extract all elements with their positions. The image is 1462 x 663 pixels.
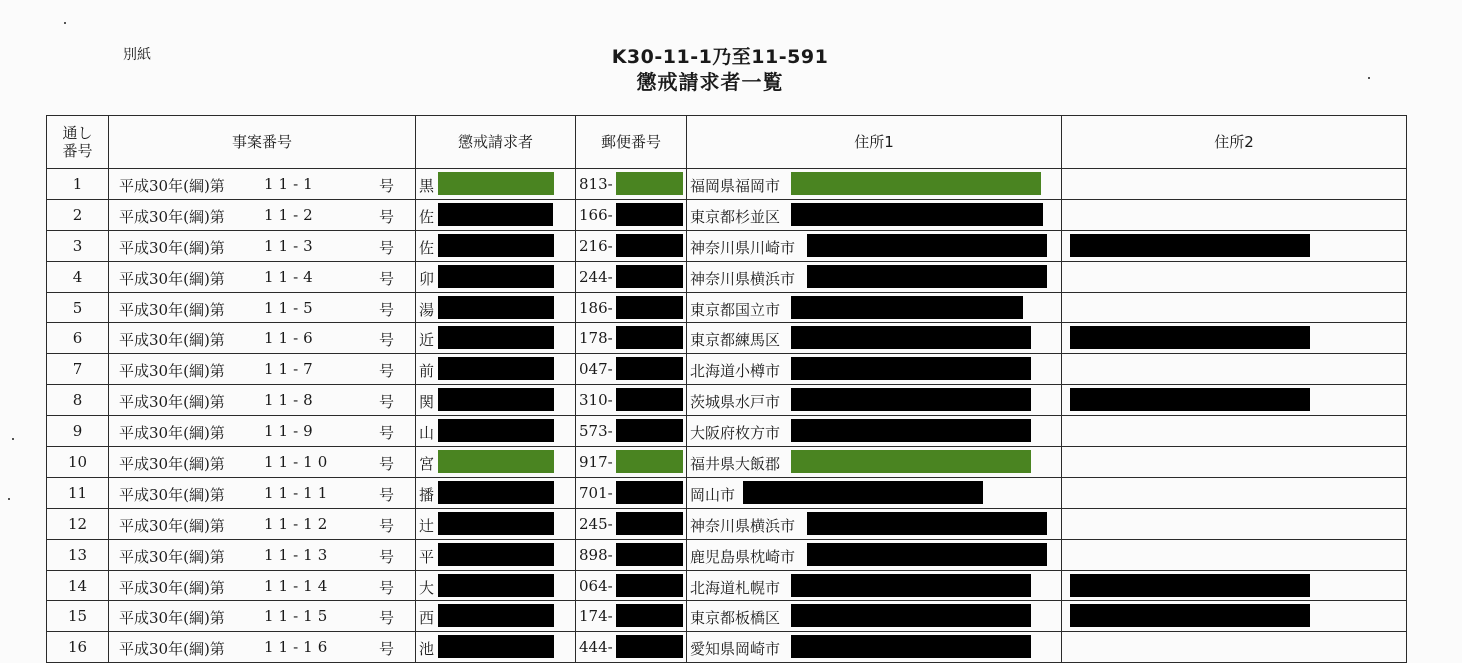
redaction-mask — [743, 481, 983, 504]
case-go: 号 — [379, 393, 395, 412]
case-era: 平成30年(綱)第 — [119, 393, 225, 412]
address2-cell — [1062, 354, 1407, 385]
postal-code-prefix: 444- — [579, 638, 613, 657]
serial-number: 7 — [47, 354, 109, 385]
case-go: 号 — [379, 424, 395, 443]
requester-cell — [416, 292, 576, 323]
table-row — [47, 385, 1407, 416]
requester-cell — [416, 508, 576, 539]
address2-cell — [1062, 447, 1407, 478]
postal-code-prefix: 701- — [579, 483, 613, 502]
case-num: 11-5 — [264, 298, 318, 317]
postal-code-cell — [576, 292, 687, 323]
postal-code-cell — [576, 601, 687, 632]
address1-cell — [687, 261, 1062, 292]
serial-number: 1 — [47, 169, 109, 200]
address2-cell — [1062, 261, 1407, 292]
scan-speck — [8, 498, 10, 500]
case-num: 11-11 — [264, 483, 333, 502]
table-header-row — [47, 116, 1407, 169]
redaction-mask — [438, 635, 554, 658]
case-go: 号 — [379, 362, 395, 381]
postal-code-prefix: 178- — [579, 329, 613, 348]
serial-number: 15 — [47, 601, 109, 632]
case-era: 平成30年(綱)第 — [119, 578, 225, 597]
serial-number: 8 — [47, 385, 109, 416]
postal-code-cell — [576, 199, 687, 230]
scan-speck — [64, 22, 66, 24]
document-code: K30-11-1乃至11-591 — [611, 46, 829, 68]
postal-code-prefix: 174- — [579, 607, 613, 626]
address1-prefix: 東京都板橋区 — [690, 609, 781, 628]
postal-code-prefix: 573- — [579, 422, 613, 441]
postal-code-cell — [576, 570, 687, 601]
address1-cell — [687, 508, 1062, 539]
redaction-mask — [616, 574, 683, 597]
table-row — [47, 354, 1407, 385]
table-row — [47, 539, 1407, 570]
case-go: 号 — [379, 331, 395, 350]
address1-prefix: 北海道小樽市 — [690, 362, 781, 381]
redaction-mask — [438, 357, 554, 380]
case-era: 平成30年(綱)第 — [119, 300, 225, 319]
address1-prefix: 東京都練馬区 — [690, 331, 781, 350]
serial-number: 16 — [47, 632, 109, 663]
case-number-cell — [109, 570, 416, 601]
address1-prefix: 神奈川県横浜市 — [690, 516, 796, 535]
case-era: 平成30年(綱)第 — [119, 516, 225, 535]
case-go: 号 — [379, 455, 395, 474]
serial-number: 3 — [47, 230, 109, 261]
postal-code-prefix: 166- — [579, 205, 613, 224]
redaction-mask — [791, 326, 1031, 349]
redaction-mask — [616, 604, 683, 627]
requester-initial: 平 — [419, 547, 435, 566]
requester-initial: 西 — [419, 609, 435, 628]
case-go: 号 — [379, 238, 395, 257]
case-go: 号 — [379, 300, 395, 319]
postal-code-cell — [576, 354, 687, 385]
case-num: 11-7 — [264, 360, 318, 379]
case-era: 平成30年(綱)第 — [119, 547, 225, 566]
address2-cell — [1062, 199, 1407, 230]
redaction-mask — [807, 543, 1047, 566]
address1-cell — [687, 447, 1062, 478]
case-number-cell — [109, 230, 416, 261]
redaction-mask — [438, 450, 554, 473]
case-era: 平成30年(綱)第 — [119, 455, 225, 474]
redaction-mask — [616, 388, 683, 411]
case-num: 11-2 — [264, 205, 318, 224]
case-num: 11-14 — [264, 576, 333, 595]
requester-cell — [416, 416, 576, 447]
requester-initial: 宮 — [419, 455, 435, 474]
redaction-mask — [438, 419, 554, 442]
address1-cell — [687, 292, 1062, 323]
postal-code-cell — [576, 632, 687, 663]
requester-initial: 佐 — [419, 207, 435, 226]
serial-number: 4 — [47, 261, 109, 292]
case-era: 平成30年(綱)第 — [119, 424, 225, 443]
requester-initial: 播 — [419, 485, 435, 504]
case-go: 号 — [379, 269, 395, 288]
address1-prefix: 大阪府枚方市 — [690, 424, 781, 443]
address2-cell — [1062, 601, 1407, 632]
serial-number: 5 — [47, 292, 109, 323]
postal-code-prefix: 244- — [579, 267, 613, 286]
case-go: 号 — [379, 516, 395, 535]
redaction-mask — [791, 172, 1041, 195]
redaction-mask — [791, 388, 1031, 411]
redaction-mask — [791, 574, 1031, 597]
case-era: 平成30年(綱)第 — [119, 331, 225, 350]
redaction-mask — [438, 265, 554, 288]
case-number-cell — [109, 385, 416, 416]
redaction-mask — [807, 512, 1047, 535]
redaction-mask — [616, 172, 683, 195]
requester-cell — [416, 601, 576, 632]
case-number-cell — [109, 323, 416, 354]
header-requester: 懲戒請求者 — [416, 116, 576, 169]
address2-cell — [1062, 539, 1407, 570]
requester-initial: 辻 — [419, 516, 435, 535]
address1-prefix: 福井県大飯郡 — [690, 455, 781, 474]
address2-cell — [1062, 508, 1407, 539]
case-number-cell — [109, 508, 416, 539]
postal-code-prefix: 047- — [579, 360, 613, 379]
postal-code-cell — [576, 169, 687, 200]
requester-initial: 近 — [419, 331, 435, 350]
case-era: 平成30年(綱)第 — [119, 177, 225, 195]
redaction-mask — [438, 604, 554, 627]
redaction-mask — [791, 635, 1031, 658]
serial-number: 12 — [47, 508, 109, 539]
redaction-mask — [807, 234, 1047, 257]
requester-initial: 前 — [419, 362, 435, 381]
case-num: 11-3 — [264, 236, 318, 255]
requester-cell — [416, 477, 576, 508]
header-address2: 住所2 — [1062, 116, 1407, 169]
case-num: 11-9 — [264, 422, 318, 441]
redaction-mask — [438, 172, 554, 195]
case-era: 平成30年(綱)第 — [119, 269, 225, 288]
requester-initial: 黒 — [419, 177, 435, 195]
requester-initial: 湯 — [419, 300, 435, 319]
case-number-cell — [109, 354, 416, 385]
address2-cell — [1062, 323, 1407, 354]
requester-cell — [416, 632, 576, 663]
case-go: 号 — [379, 609, 395, 628]
scan-speck — [1368, 77, 1370, 79]
serial-number: 11 — [47, 477, 109, 508]
address2-cell — [1062, 570, 1407, 601]
postal-code-cell — [576, 385, 687, 416]
redaction-mask — [438, 203, 553, 226]
postal-code-cell — [576, 508, 687, 539]
requester-cell — [416, 199, 576, 230]
postal-code-cell — [576, 323, 687, 354]
case-era: 平成30年(綱)第 — [119, 207, 225, 226]
requester-initial: 関 — [419, 393, 435, 412]
case-go: 号 — [379, 547, 395, 566]
case-go: 号 — [379, 640, 395, 659]
case-num: 11-8 — [264, 391, 318, 410]
postal-code-cell — [576, 261, 687, 292]
redaction-mask — [616, 326, 683, 349]
address1-prefix: 神奈川県川崎市 — [690, 238, 796, 257]
redaction-mask — [616, 419, 683, 442]
address2-cell — [1062, 292, 1407, 323]
case-num: 11-15 — [264, 607, 333, 626]
address1-cell — [687, 601, 1062, 632]
table-row — [47, 230, 1407, 261]
redaction-mask — [616, 543, 683, 566]
redaction-mask — [616, 450, 683, 473]
case-number-cell — [109, 601, 416, 632]
requester-initial: 池 — [419, 640, 435, 659]
redaction-mask — [438, 234, 554, 257]
address1-cell — [687, 570, 1062, 601]
address2-cell — [1062, 169, 1407, 200]
redaction-mask — [616, 512, 683, 535]
header-postal-code: 郵便番号 — [576, 116, 687, 169]
address1-prefix: 岡山市 — [690, 485, 736, 504]
redaction-mask — [616, 357, 683, 380]
postal-code-prefix: 216- — [579, 236, 613, 255]
address1-prefix: 茨城県水戸市 — [690, 393, 781, 412]
requester-cell — [416, 447, 576, 478]
redaction-mask — [438, 296, 554, 319]
address2-cell — [1062, 632, 1407, 663]
postal-code-prefix: 813- — [579, 175, 613, 193]
postal-code-prefix: 898- — [579, 545, 613, 564]
address1-cell — [687, 385, 1062, 416]
case-number-cell — [109, 416, 416, 447]
table-row — [47, 169, 1407, 200]
serial-number: 2 — [47, 199, 109, 230]
requester-initial: 山 — [419, 424, 435, 443]
case-number-cell — [109, 199, 416, 230]
address1-prefix: 鹿児島県枕崎市 — [690, 547, 796, 566]
redaction-mask — [438, 388, 554, 411]
requester-cell — [416, 323, 576, 354]
case-number-cell — [109, 169, 416, 200]
requester-cell — [416, 230, 576, 261]
address1-prefix: 愛知県岡崎市 — [690, 640, 781, 659]
redaction-mask — [438, 574, 554, 597]
case-number-cell — [109, 632, 416, 663]
case-era: 平成30年(綱)第 — [119, 485, 225, 504]
table-row — [47, 199, 1407, 230]
address1-cell — [687, 230, 1062, 261]
requester-initial: 大 — [419, 578, 435, 597]
case-num: 11-16 — [264, 638, 333, 657]
postal-code-prefix: 064- — [579, 576, 613, 595]
address1-cell — [687, 199, 1062, 230]
redaction-mask — [791, 450, 1031, 473]
case-number-cell — [109, 539, 416, 570]
postal-code-prefix: 186- — [579, 298, 613, 317]
case-number-cell — [109, 261, 416, 292]
redaction-mask — [791, 203, 1043, 226]
case-num: 11-4 — [264, 267, 318, 286]
case-num: 11-1 — [264, 175, 318, 193]
table-row — [47, 601, 1407, 632]
table-row — [47, 508, 1407, 539]
case-era: 平成30年(綱)第 — [119, 238, 225, 257]
serial-number: 13 — [47, 539, 109, 570]
redaction-mask — [1070, 604, 1310, 627]
header-serial: 通し 番号 — [47, 116, 109, 169]
postal-code-cell — [576, 539, 687, 570]
requester-cell — [416, 570, 576, 601]
table-row — [47, 416, 1407, 447]
redaction-mask — [791, 419, 1031, 442]
redaction-mask — [616, 203, 683, 226]
case-go: 号 — [379, 177, 395, 195]
redaction-mask — [791, 604, 1031, 627]
table-row — [47, 261, 1407, 292]
table-row — [47, 570, 1407, 601]
serial-number: 14 — [47, 570, 109, 601]
address1-cell — [687, 632, 1062, 663]
address1-cell — [687, 477, 1062, 508]
case-go: 号 — [379, 207, 395, 226]
address1-prefix: 北海道札幌市 — [690, 578, 781, 597]
redaction-mask — [1070, 234, 1310, 257]
redaction-mask — [807, 265, 1047, 288]
serial-number: 6 — [47, 323, 109, 354]
address1-cell — [687, 416, 1062, 447]
address2-cell — [1062, 385, 1407, 416]
serial-number: 10 — [47, 447, 109, 478]
redaction-mask — [616, 234, 683, 257]
postal-code-cell — [576, 416, 687, 447]
table-row — [47, 292, 1407, 323]
postal-code-cell — [576, 447, 687, 478]
address1-cell — [687, 169, 1062, 200]
redaction-mask — [616, 481, 683, 504]
address1-prefix: 神奈川県横浜市 — [690, 269, 796, 288]
annex-label: 別紙 — [123, 47, 151, 63]
case-num: 11-10 — [264, 453, 333, 472]
redaction-mask — [616, 635, 683, 658]
requester-cell — [416, 539, 576, 570]
postal-code-prefix: 245- — [579, 514, 613, 533]
case-num: 11-13 — [264, 545, 333, 564]
redaction-mask — [616, 296, 683, 319]
requester-cell — [416, 261, 576, 292]
requester-cell — [416, 354, 576, 385]
case-go: 号 — [379, 485, 395, 504]
redaction-mask — [616, 265, 683, 288]
address2-cell — [1062, 230, 1407, 261]
requester-table — [46, 115, 1407, 663]
case-era: 平成30年(綱)第 — [119, 362, 225, 381]
case-era: 平成30年(綱)第 — [119, 640, 225, 659]
requester-initial: 卯 — [419, 269, 435, 288]
case-num: 11-12 — [264, 514, 333, 533]
postal-code-cell — [576, 477, 687, 508]
document-title: 懲戒請求者一覧 — [636, 70, 784, 94]
redaction-mask — [1070, 326, 1310, 349]
address1-cell — [687, 354, 1062, 385]
redaction-mask — [438, 481, 554, 504]
requester-cell — [416, 385, 576, 416]
address1-prefix: 福岡県福岡市 — [690, 177, 781, 195]
address2-cell — [1062, 416, 1407, 447]
redaction-mask — [438, 326, 554, 349]
case-num: 11-6 — [264, 329, 318, 348]
case-number-cell — [109, 477, 416, 508]
case-era: 平成30年(綱)第 — [119, 609, 225, 628]
redaction-mask — [438, 512, 554, 535]
case-number-cell — [109, 292, 416, 323]
redaction-mask — [1070, 388, 1310, 411]
requester-initial: 佐 — [419, 238, 435, 257]
address1-cell — [687, 539, 1062, 570]
postal-code-prefix: 917- — [579, 453, 613, 472]
redaction-mask — [791, 296, 1023, 319]
table-row — [47, 632, 1407, 663]
address1-prefix: 東京都杉並区 — [690, 207, 781, 226]
address2-cell — [1062, 477, 1407, 508]
header-address1: 住所1 — [687, 116, 1062, 169]
case-go: 号 — [379, 578, 395, 597]
redaction-mask — [791, 357, 1031, 380]
postal-code-cell — [576, 230, 687, 261]
address1-cell — [687, 323, 1062, 354]
scan-speck — [12, 438, 14, 440]
requester-cell — [416, 169, 576, 200]
postal-code-prefix: 310- — [579, 391, 613, 410]
table-row — [47, 323, 1407, 354]
redaction-mask — [438, 543, 554, 566]
redaction-mask — [1070, 574, 1310, 597]
table-row — [47, 447, 1407, 478]
address1-prefix: 東京都国立市 — [690, 300, 781, 319]
table-row — [47, 477, 1407, 508]
header-case-number: 事案番号 — [109, 116, 416, 169]
case-number-cell — [109, 447, 416, 478]
serial-number: 9 — [47, 416, 109, 447]
